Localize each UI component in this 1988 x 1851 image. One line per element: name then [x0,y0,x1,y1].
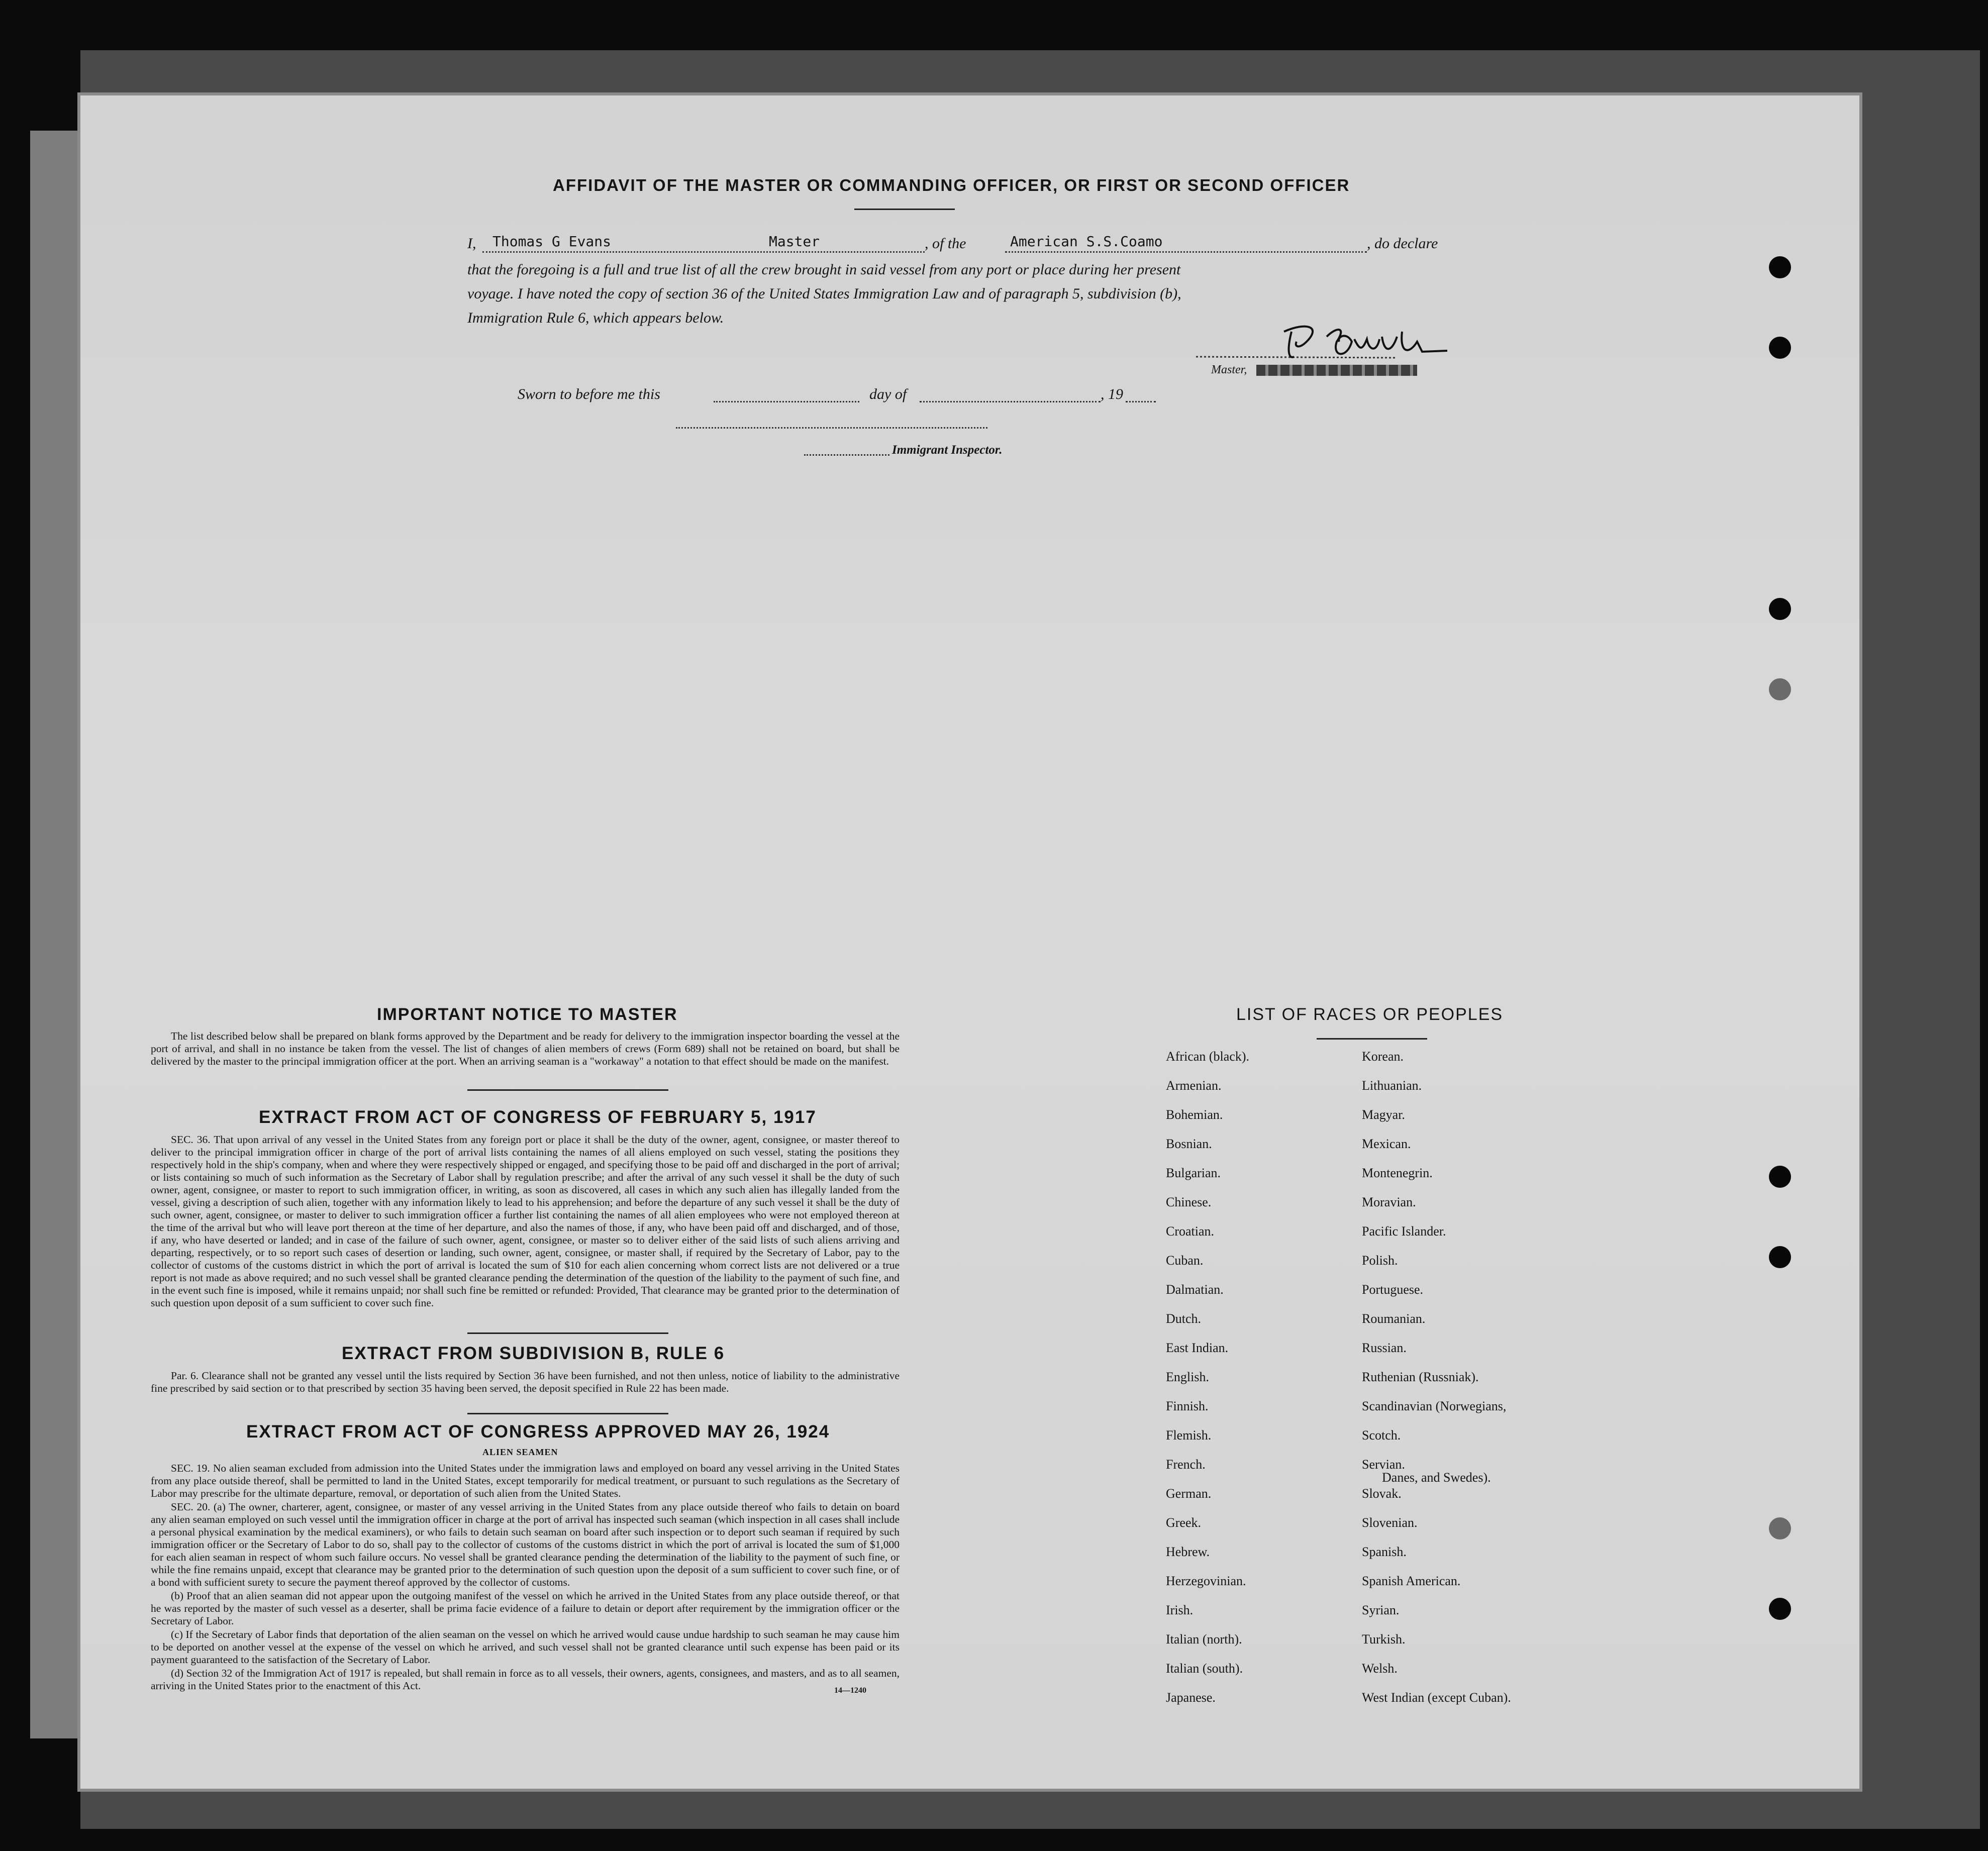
form-number: 14—1240 [834,1686,866,1695]
signature-drawing [1186,312,1487,367]
binder-hole [1769,256,1791,278]
do-declare-label: , do declare [1367,235,1438,252]
sec20c-text: (c) If the Secretary of Labor finds that deportation of the alien seaman on the vessel on which he arrived would cause undue hardship to such seaman he may cause him to be deported on another vessel at the expense of the vessel on which he arrived, and such vessel shall not be granted clearance until such expense has been paid or its payment guaranteed to the satisfaction of the Secretary of Labor. [151,1628,900,1666]
race-item: Italian (north). [1166,1632,1242,1647]
race-item: Polish. [1362,1253,1398,1268]
race-item: Montenegrin. [1362,1166,1433,1180]
race-item: Mexican. [1362,1137,1411,1151]
sec20b-text: (b) Proof that an alien seaman did not appear upon the outgoing manifest of the vessel on which he arrived in the United States from any place outside thereof, or that he was reported by the master of such vessel as a deserter, shall be prima facie evidence of a failure to detain or deport after requirement by the immigration officer or the Secretary of Labor. [151,1590,900,1627]
inspector-label: Immigrant Inspector. [892,443,1003,457]
alien-seamen-subtitle: ALIEN SEAMEN [482,1447,558,1457]
race-item: Portuguese. [1362,1282,1424,1297]
of-the-label: , of the [925,235,966,252]
races-title: LIST OF RACES OR PEOPLES [1236,1005,1504,1024]
races-list [1166,1049,1719,1705]
race-item: Roumanian. [1362,1311,1426,1326]
affidavit-line1 [467,235,1523,255]
race-item: Magyar. [1362,1107,1405,1122]
notice-rule [467,1089,668,1091]
race-item: East Indian. [1166,1341,1229,1355]
binder-hole [1769,1598,1791,1620]
binder-hole [1769,1246,1791,1268]
race-item: Armenian. [1166,1078,1222,1093]
race-item: Bohemian. [1166,1107,1223,1122]
race-item: Lithuanian. [1362,1078,1422,1093]
race-item: Russian. [1362,1341,1407,1355]
affidavit-line4: Immigration Rule 6, which appears below. [467,310,724,326]
race-item: Syrian. [1362,1603,1400,1617]
day-of-label: day of [869,386,907,402]
sec20a-text: SEC. 20. (a) The owner, charterer, agent, consignee, or master of any vessel arriving in the United States from any place outside thereof who fails to detain on board any alien seaman employed on such vessel until the immigration officer in charge at the port of arrival has inspected such seaman (which inspection in all cases shall include a personal physical examination by the medical examiners), or who fails to detain such seaman on board after such inspection or to deport such seaman if required by such immigration officer or the Secretary of Labor to do so, shall pay to the collector of customs of the customs district in which the port of arrival is located the sum of $1,000 for each alien seaman in respect of whom such failure occurs. No vessel shall be granted clearance pending the determination of the liability to the payment of such fine, or while the fine remains unpaid, except that clearance may be granted prior to the determination of such question upon the deposit of a sum sufficient to cover such fine, or of a bond with sufficient surety to secure the payment thereof approved by the collector of customs. [151,1501,900,1588]
race-item: Greek. [1166,1515,1202,1530]
binder-hole [1769,337,1791,359]
year-label: , 19 [1101,386,1123,402]
extract-1917-body [151,1134,900,1310]
par6-text: Par. 6. Clearance shall not be granted any vessel until the lists required by Section 36 have been furnished, and not then unless, notice of liability to the administrative fine prescribed by said section or to that prescribed by section 35 having been served, the deposit specified in Rule 22 has been made. [151,1370,900,1394]
sworn-line [518,386,1221,406]
subdivision-rule [467,1413,668,1414]
race-item: Irish. [1166,1603,1194,1617]
race-item: Cuban. [1166,1253,1204,1268]
race-item: Finnish. [1166,1399,1209,1413]
race-item: Scotch. [1362,1428,1401,1443]
vessel-name: American S.S.Coamo [1010,233,1163,250]
subdivision-title: EXTRACT FROM SUBDIVISION B, RULE 6 [342,1344,725,1363]
extract-1924-body [151,1462,900,1693]
race-item: Bulgarian. [1166,1166,1221,1180]
inspector-short-line [804,449,889,456]
inspector-signature-line [676,422,987,429]
i-label: I, [467,235,476,252]
races-title-rule [1317,1038,1427,1040]
notice-text: The list described below shall be prepared on blank forms approved by the Department and be ready for delivery to the immigration inspector boarding the vessel at the port of arrival, and shall in no instance be taken from the vessel. The list of changes of alien members of crews (Form 689) shall not be retained on board, but shall be delivered by the master to the principal immigration officer at the port. When an arriving seaman is a "workaway" a notation to that effect should be made on the manifest. [151,1030,900,1067]
race-item: Servian. [1362,1457,1405,1472]
race-item: Ruthenian (Russniak). [1362,1370,1479,1384]
sworn-date-line [714,387,859,402]
sec36-text: SEC. 36. That upon arrival of any vessel in the United States from any foreign port or place it shall be the duty of the owner, agent, consignee, or master thereof to deliver to the principal immigration officer in charge of the port of arrival lists containing the names of all aliens employed on such vessel, stating the positions they respectively hold in the ship's company, when and where they were respectively shipped or engaged, and specifying those to be paid off and discharged in the port of arrival; or lists containing so much of such information as the Secretary of Labor shall by regulation prescribe; and after the arrival of any such vessel it shall be the duty of such owner, agent, consignee, or master to report to such immigration officer, in writing, as soon as discovered, all cases in which any such alien has illegally landed from the vessel, giving a description of such alien, together with any information likely to lead to his apprehension; and before the departure of any such vessel it shall be the duty of such owner, agent, consignee, or master to deliver to such immigration officer a further list containing the names of all alien employees who were not employed thereon at the time of the arrival but who will leave port thereon at the time of her departure, and also the names of those, if any, who have been paid off and discharged, and of those, if any, who have deserted or landed; and in case of the failure of such owner, agent, consignee, or master so to deliver either of the said lists of such aliens arriving and departing, respectively, or to so report such cases of desertion or landing, such owner, agent, consignee, or master shall, if required by the Secretary of Labor, pay to the collector of customs of the customs district in which the port of arrival is located the sum of $10 for each alien concerning whom correct lists are not delivered or a true report is not made as above required; and no such vessel shall be granted clearance pending the determination of the question of the liability to the payment of such fine, and in the event such fine is imposed, while it remains unpaid; nor shall such fine be remitted or refunded: Provided, That clearance may be granted prior to the determination of such question upon deposit of a sum sufficient to cover such fine. [151,1134,900,1309]
struck-officer-text [1256,365,1417,376]
affidavit-line3: voyage. I have noted the copy of section 36 of the United States Immigration Law and of paragraph 5, subdivision (b), [467,285,1181,302]
year-line [1126,387,1156,402]
race-item: West Indian (except Cuban). [1362,1690,1511,1705]
race-item: English. [1166,1370,1209,1384]
race-item-scandinavian-cont: Danes, and Swedes). [1382,1470,1491,1485]
race-item: Pacific Islander. [1362,1224,1446,1239]
race-item: Welsh. [1362,1661,1398,1676]
extract-1917-rule [467,1332,668,1334]
race-item: French. [1166,1457,1206,1472]
sworn-label: Sworn to before me this [518,386,660,402]
race-item: Chinese. [1166,1195,1212,1209]
race-item: Hebrew. [1166,1545,1210,1559]
notice-title: IMPORTANT NOTICE TO MASTER [377,1005,678,1024]
subdivision-body [151,1370,900,1396]
binder-hole [1769,598,1791,620]
race-item: Korean. [1362,1049,1404,1064]
extract-1924-title: EXTRACT FROM ACT OF CONGRESS APPROVED MAY 26, 1924 [246,1422,830,1442]
affidavit-title: AFFIDAVIT OF THE MASTER OR COMMANDING OFFICER, OR FIRST OR SECOND OFFICER [553,176,1350,194]
race-item: Slovenian. [1362,1515,1418,1530]
binder-hole [1769,1166,1791,1188]
document-page [80,95,1859,1789]
race-item: Moravian. [1362,1195,1416,1209]
signature-caption: Master, [1211,363,1247,376]
race-item: Croatian. [1166,1224,1215,1239]
race-item: Turkish. [1362,1632,1406,1647]
sec20d-text: (d) Section 32 of the Immigration Act of 1917 is repealed, but shall remain in force as to all vessels, their owners, agents, consignees, and masters, and as to all seamen, arriving in the United States prior to the enactment of this Act. [151,1667,900,1692]
binder-hole [1769,1517,1791,1539]
master-rank: Master [769,233,820,250]
race-item: German. [1166,1486,1212,1501]
race-item: Slovak. [1362,1486,1402,1501]
race-item: Flemish. [1166,1428,1212,1443]
race-item: Japanese. [1166,1690,1216,1705]
notice-body [151,1030,900,1069]
race-item: Bosnian. [1166,1137,1212,1151]
extract-1917-title: EXTRACT FROM ACT OF CONGRESS OF FEBRUARY 5, 1917 [259,1107,817,1127]
race-item: Herzegovinian. [1166,1574,1246,1588]
binder-hole [1769,678,1791,700]
race-item: Dutch. [1166,1311,1202,1326]
race-item: Italian (south). [1166,1661,1243,1676]
race-item: Spanish. [1362,1545,1407,1559]
race-item: Spanish American. [1362,1574,1461,1588]
sec19-text: SEC. 19. No alien seaman excluded from admission into the United States under the immigration laws and employed on board any vessel arriving in the United States from any place outside thereof, shall be permitted to land in the United States, except temporarily for medical treatment, or pursuant to such regulations as the Secretary of Labor may prescribe for the ultimate departure, removal, or deportation of such alien from the United States. [151,1462,900,1499]
affidavit-title-rule [854,209,955,210]
race-item: Dalmatian. [1166,1282,1224,1297]
master-name: Thomas G Evans [492,233,612,250]
race-item: African (black). [1166,1049,1250,1064]
race-item: Scandinavian (Norwegians, [1362,1399,1507,1413]
affidavit-line2: that the foregoing is a full and true list of all the crew brought in said vessel from any port or place during her present [467,261,1181,278]
signature [1186,312,1487,367]
month-line [920,387,1101,402]
